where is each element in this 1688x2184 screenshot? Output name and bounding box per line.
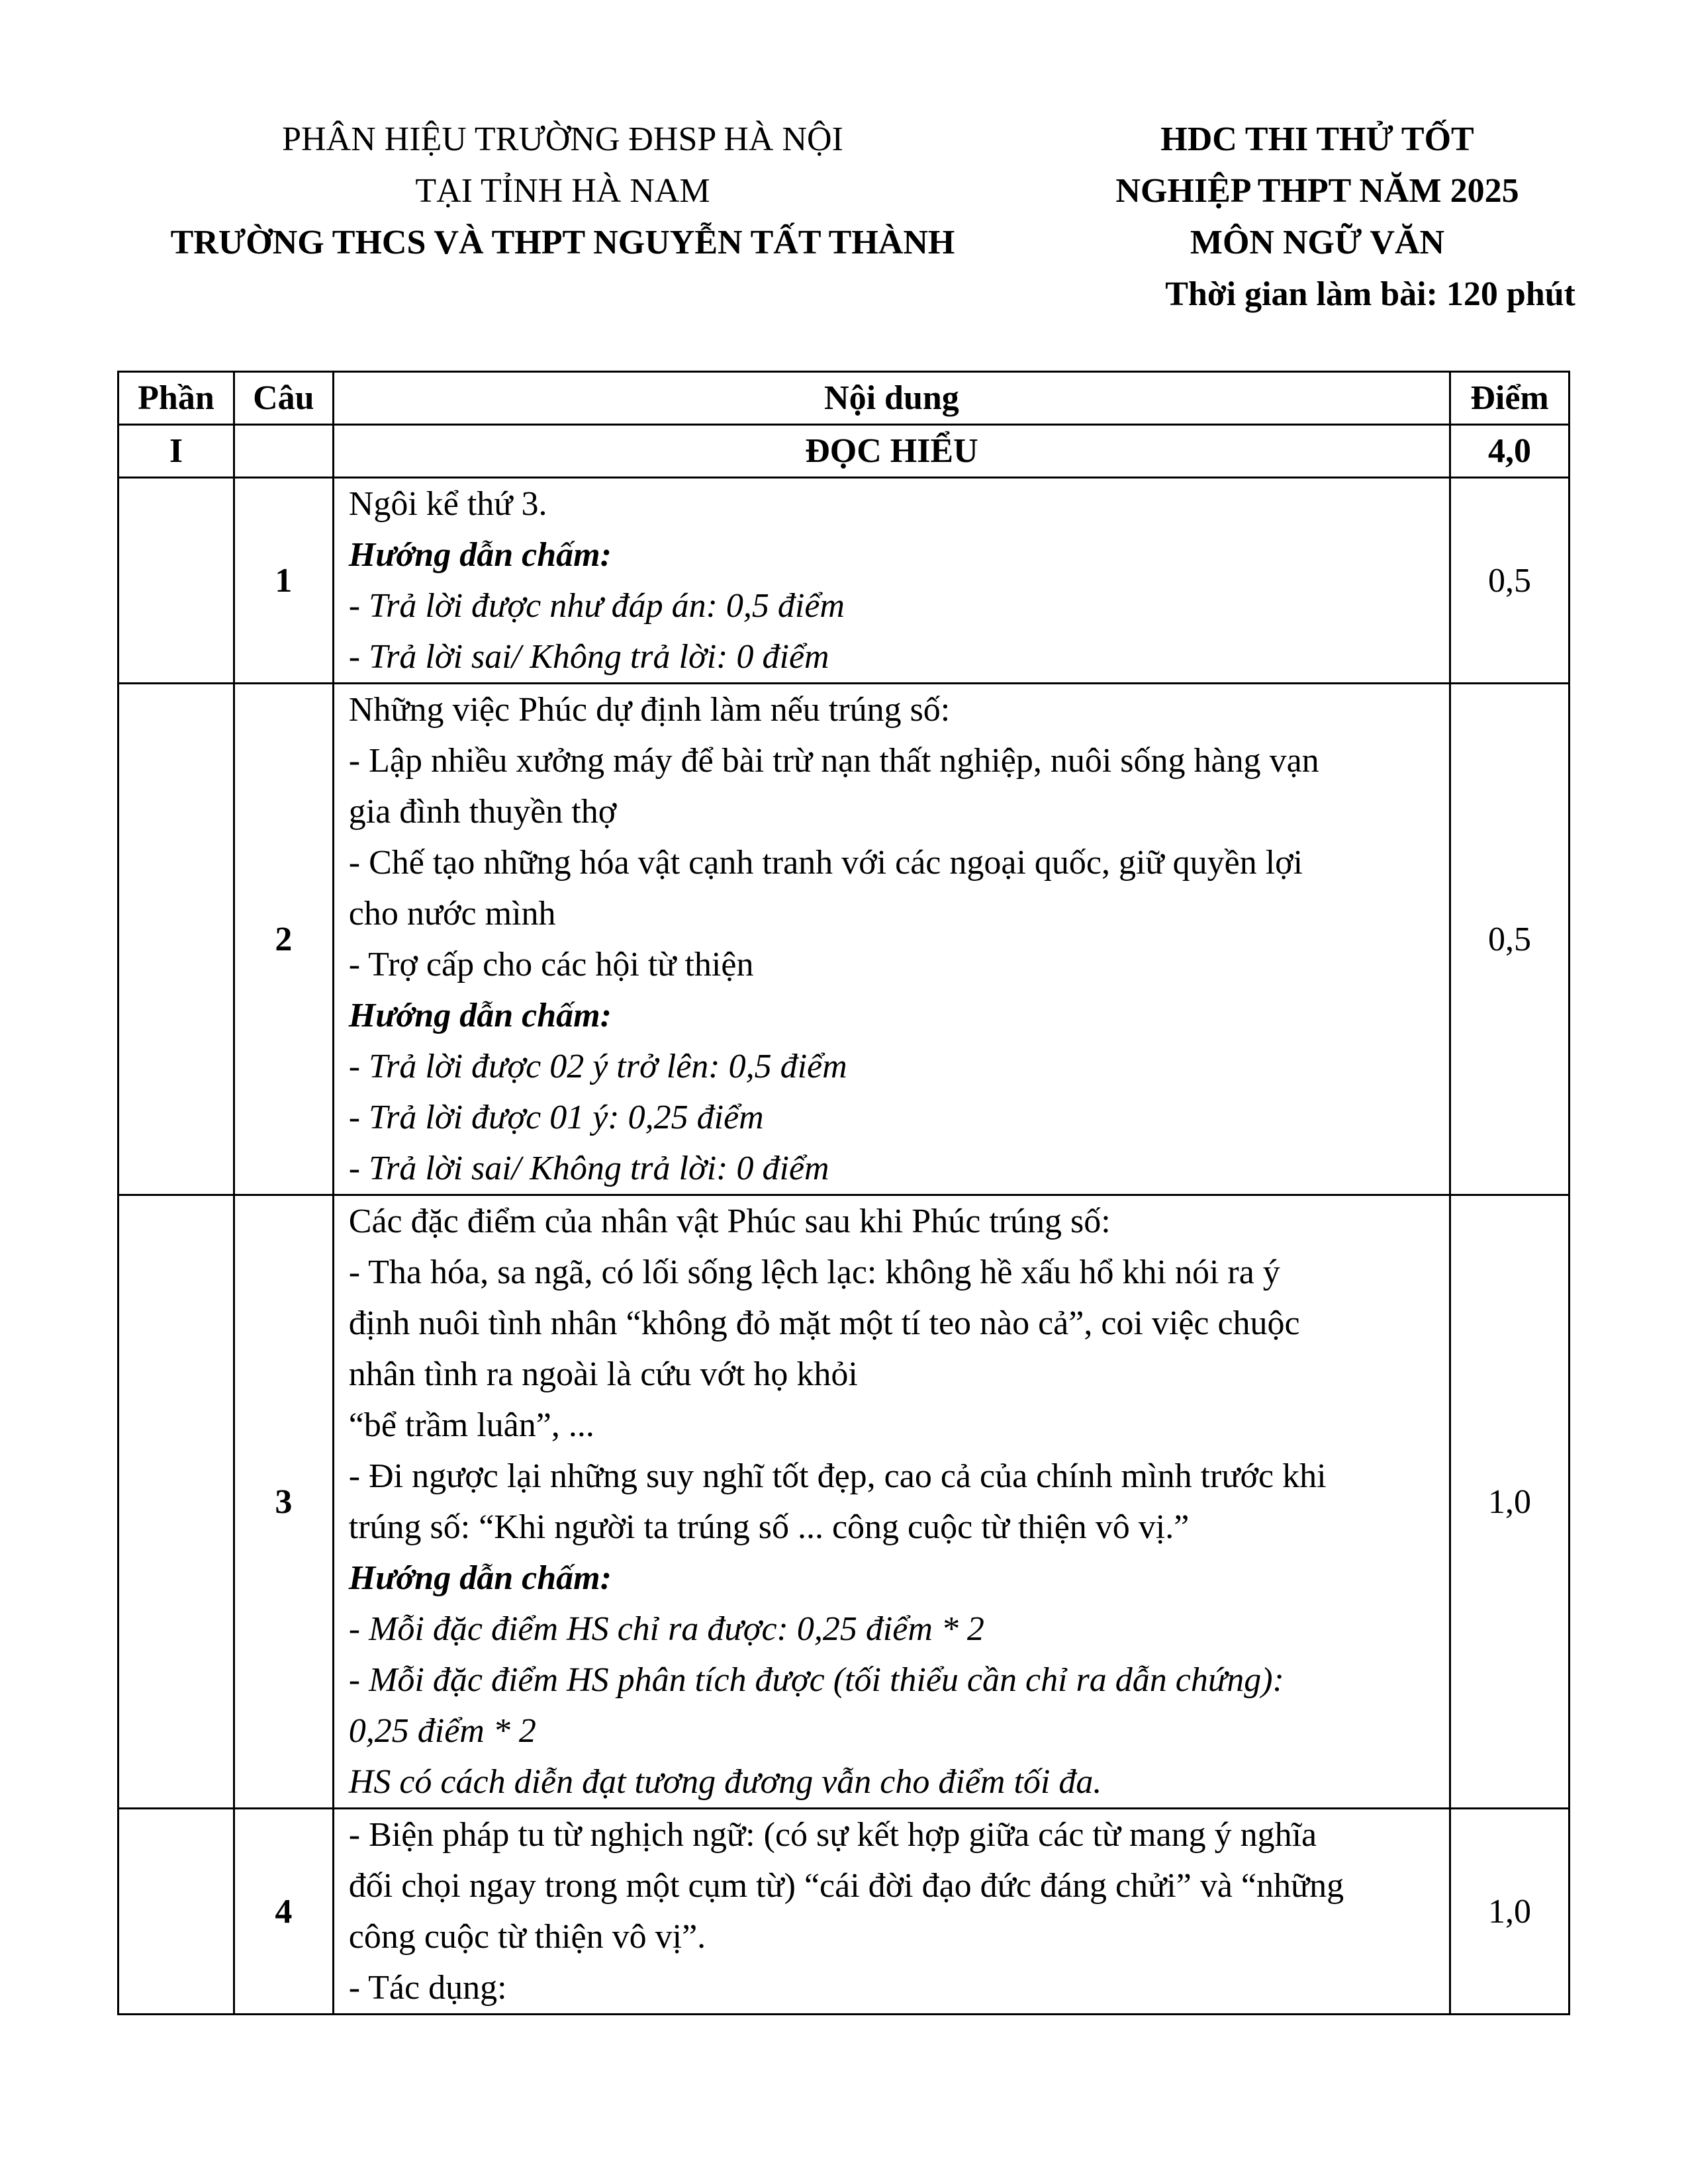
school-header <box>99 114 1026 269</box>
answer-content <box>333 1809 1450 2015</box>
content-line: - Chế tạo những hóa vật cạnh tranh với các ngoại quốc, giữ quyền lợi <box>348 844 1303 882</box>
section-question-empty <box>234 425 333 478</box>
content-line: Những việc Phúc dự định làm nếu trúng số: <box>348 691 951 729</box>
school-line-2: TẠI TỈNH HÀ NAM <box>415 172 710 210</box>
score-cell: 1,0 <box>1450 1809 1570 2015</box>
grading-guide-heading: Hướng dẫn chấm: <box>348 997 612 1034</box>
school-line-1: PHÂN HIỆU TRƯỜNG ĐHSP HÀ NỘI <box>282 120 843 158</box>
content-line: - Mỗi đặc điểm HS phân tích được (tối thiểu cần chỉ ra dẫn chứng): <box>348 1661 1284 1699</box>
question-number: 1 <box>234 478 333 684</box>
content-line: Các đặc điểm của nhân vật Phúc sau khi Phúc trúng số: <box>348 1203 1111 1240</box>
exam-duration: Thời gian làm bài: 120 phút <box>1165 275 1575 313</box>
content-line: - Trả lời sai/ Không trả lời: 0 điểm <box>348 1150 829 1187</box>
answer-content <box>333 1195 1450 1809</box>
content-line: - Đi ngược lại những suy nghĩ tốt đẹp, cao cả của chính mình trước khi <box>348 1457 1327 1495</box>
content-line: “bể trầm luân”, ... <box>348 1406 594 1444</box>
answer-content <box>333 478 1450 684</box>
section-score: 4,0 <box>1450 425 1570 478</box>
content-line: - Trả lời được như đáp án: 0,5 điểm <box>348 587 845 625</box>
content-line: - Trả lời sai/ Không trả lời: 0 điểm <box>348 638 829 676</box>
marking-table <box>117 371 1570 2015</box>
part-cell <box>118 684 234 1195</box>
content-line: - Lập nhiều xưởng máy để bài trừ nạn thất nghiệp, nuôi sống hàng vạn <box>348 742 1319 780</box>
section-row <box>118 425 1570 478</box>
header-part: Phần <box>118 372 234 425</box>
score-cell: 0,5 <box>1450 684 1570 1195</box>
header-score: Điểm <box>1450 372 1570 425</box>
exam-title-1: HDC THI THỬ TỐT <box>1160 120 1474 158</box>
answer-content <box>333 684 1450 1195</box>
content-line: - Mỗi đặc điểm HS chỉ ra được: 0,25 điểm * 2 <box>348 1610 984 1648</box>
content-line: trúng số: “Khi người ta trúng số ... công cuộc từ thiện vô vị.” <box>348 1508 1190 1546</box>
content-line: - Trả lời được 02 ý trở lên: 0,5 điểm <box>348 1048 847 1085</box>
exam-header <box>1039 114 1595 320</box>
question-row <box>118 684 1570 1195</box>
content-line: - Trả lời được 01 ý: 0,25 điểm <box>348 1099 764 1136</box>
header-question: Câu <box>234 372 333 425</box>
exam-subject: MÔN NGỮ VĂN <box>1190 224 1445 261</box>
score-cell: 1,0 <box>1450 1195 1570 1809</box>
question-number: 3 <box>234 1195 333 1809</box>
table-header-row <box>118 372 1570 425</box>
content-line: định nuôi tình nhân “không đỏ mặt một tí teo nào cả”, coi việc chuộc <box>348 1304 1300 1342</box>
part-cell <box>118 478 234 684</box>
question-row <box>118 1195 1570 1809</box>
school-line-3: TRƯỜNG THCS VÀ THPT NGUYỄN TẤT THÀNH <box>170 224 955 261</box>
content-line: - Tác dụng: <box>348 1969 507 2007</box>
content-line: công cuộc từ thiện vô vị”. <box>348 1918 706 1956</box>
content-line: 0,25 điểm * 2 <box>348 1712 536 1750</box>
header-content: Nội dung <box>333 372 1450 425</box>
content-line: đối chọi ngay trong một cụm từ) “cái đời đạo đức đáng chửi” và “những <box>348 1867 1344 1905</box>
content-line: HS có cách diễn đạt tương đương vẫn cho điểm tối đa. <box>348 1763 1102 1801</box>
grading-guide-heading: Hướng dẫn chấm: <box>348 536 612 574</box>
content-line: - Tha hóa, sa ngã, có lối sống lệch lạc: không hề xấu hổ khi nói ra ý <box>348 1253 1280 1291</box>
part-cell <box>118 1195 234 1809</box>
question-number: 2 <box>234 684 333 1195</box>
grading-guide-heading: Hướng dẫn chấm: <box>348 1559 612 1597</box>
content-line: Ngôi kể thứ 3. <box>348 485 547 523</box>
content-line: - Biện pháp tu từ nghịch ngữ: (có sự kết hợp giữa các từ mang ý nghĩa <box>348 1816 1317 1854</box>
part-cell <box>118 1809 234 2015</box>
question-row <box>118 1809 1570 2015</box>
section-part: I <box>118 425 234 478</box>
question-row <box>118 478 1570 684</box>
content-line: gia đình thuyền thợ <box>348 793 617 831</box>
content-line: nhân tình ra ngoài là cứu vớt họ khỏi <box>348 1355 858 1393</box>
exam-title-2: NGHIỆP THPT NĂM 2025 <box>1115 172 1519 210</box>
content-line: - Trợ cấp cho các hội từ thiện <box>348 946 754 983</box>
question-number: 4 <box>234 1809 333 2015</box>
section-title: ĐỌC HIỂU <box>333 425 1450 478</box>
score-cell: 0,5 <box>1450 478 1570 684</box>
content-line: cho nước mình <box>348 895 556 933</box>
